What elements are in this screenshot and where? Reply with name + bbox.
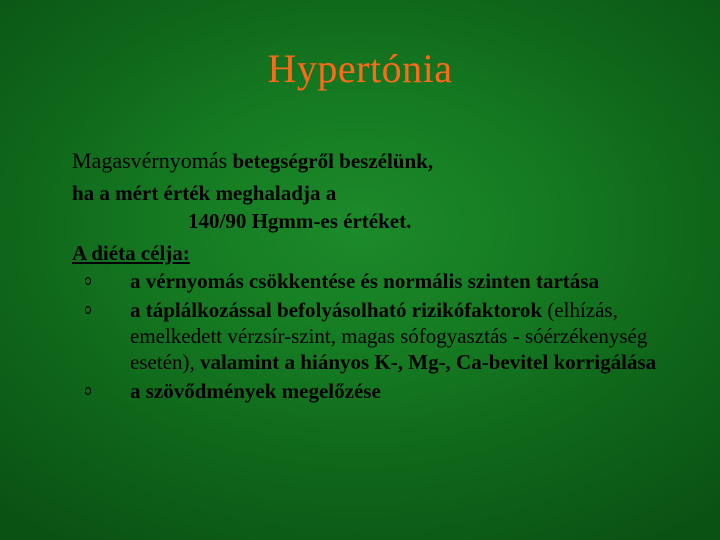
circle-bullet-icon <box>85 387 91 395</box>
intro-line-1 <box>72 148 702 174</box>
circle-bullet-icon <box>85 277 91 285</box>
intro-line-3: 140/90 Hgmm-es értéket. <box>188 209 412 233</box>
circle-bullet-icon <box>85 306 91 314</box>
bullet-text-2a: a táplálkozással befolyásolható rizikófaktorok <box>130 298 543 322</box>
intro-continuation: betegségről beszélünk, <box>227 149 434 173</box>
goal-list <box>72 268 702 404</box>
list-item <box>72 297 702 375</box>
bullet-text-2c: valamint a hiányos K-, Mg-, Ca-bevitel korrigálása <box>194 350 657 374</box>
bullet-text-1: a vérnyomás csökkentése és normális szinten tartása <box>130 269 599 293</box>
slide-title: Hypertónia <box>267 46 453 91</box>
bullet-text-3: a szövődmények megelőzése <box>130 379 381 403</box>
slide-body <box>72 148 702 407</box>
list-item <box>72 268 702 294</box>
bullet-text-2b: (elhízás, emelkedett vérzsír-szint, magas sófogyasztás - sóérzékenység esetén), <box>130 298 648 374</box>
intro-term: Magasvérnyomás <box>72 148 228 173</box>
list-item <box>72 378 702 404</box>
intro-line-2: ha a mért érték meghaladja a <box>72 181 337 205</box>
goal-heading: A diéta célja: <box>72 241 190 265</box>
